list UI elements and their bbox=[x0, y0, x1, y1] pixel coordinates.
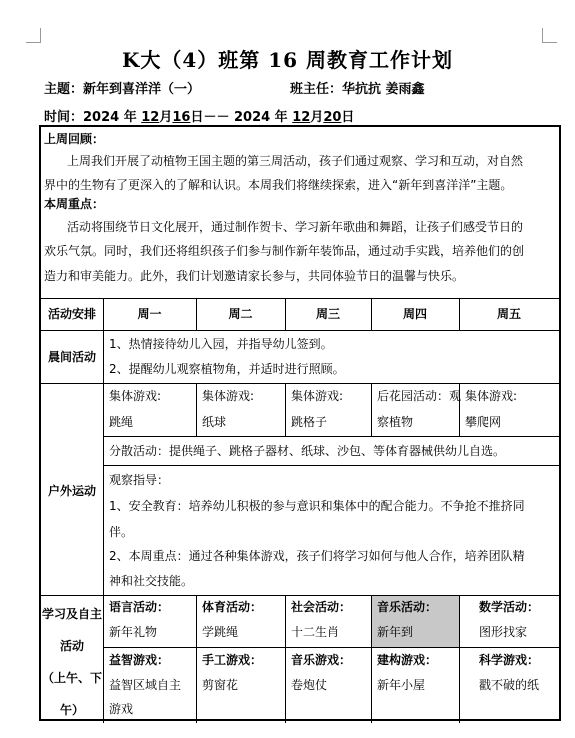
row-divider bbox=[41, 298, 559, 299]
activity-type: 音乐活动： bbox=[377, 600, 438, 614]
outdoor-game-name: 察植物 bbox=[377, 415, 414, 429]
col-divider bbox=[196, 383, 197, 436]
game-name: 戳不破的纸 bbox=[479, 678, 540, 692]
header-day: 周五 bbox=[496, 307, 521, 321]
guide-title: 观察指导： bbox=[109, 473, 170, 487]
activity-name: 学跳绳 bbox=[202, 625, 239, 639]
header-day: 周一 bbox=[137, 307, 162, 321]
activity-type: 数学活动： bbox=[479, 600, 540, 614]
plan-table bbox=[39, 125, 561, 721]
game-type: 益智游戏： bbox=[109, 653, 170, 667]
activity-type: 体育活动： bbox=[202, 600, 263, 614]
header-day: 周二 bbox=[228, 307, 253, 321]
game-type: 手工游戏： bbox=[202, 653, 263, 667]
time-year-1: 2024 年 bbox=[83, 110, 142, 125]
outdoor-game-type: 集体游戏: bbox=[291, 389, 344, 403]
focus-text-line: 活动将围绕节日文化展开，通过制作贺卡、学习新年歌曲和舞蹈，让孩子们感受节日的 bbox=[67, 220, 524, 234]
col-divider bbox=[285, 595, 286, 723]
morning-item: 2、提醒幼儿观察植物角，并适时进行照顾。 bbox=[109, 362, 345, 376]
game-name: 卷炮仗 bbox=[291, 678, 328, 692]
time-month-unit-1: 月 bbox=[159, 110, 173, 125]
outdoor-game-name: 跳格子 bbox=[291, 415, 328, 429]
time-day-2: 20 bbox=[323, 110, 342, 125]
theme-label: 主题： bbox=[44, 82, 84, 97]
theme-line bbox=[44, 78, 200, 97]
header-activity-label: 活动安排 bbox=[47, 307, 96, 321]
game-name: 剪窗花 bbox=[202, 678, 239, 692]
game-type: 音乐游戏： bbox=[291, 653, 352, 667]
activity-name: 新年礼物 bbox=[109, 625, 158, 639]
crop-mark-right bbox=[542, 28, 557, 43]
game-name: 益智区域自主 bbox=[109, 678, 182, 692]
activity-name: 十二生肖 bbox=[291, 625, 340, 639]
theme-value: 新年到喜洋洋（一） bbox=[83, 82, 201, 97]
teacher-label: 班主任： bbox=[290, 82, 343, 97]
activity-name: 新年到 bbox=[377, 625, 414, 639]
col-divider bbox=[196, 595, 197, 723]
game-type: 建构游戏： bbox=[377, 653, 438, 667]
game-type: 科学游戏： bbox=[479, 653, 540, 667]
morning-item: 1、热情接待幼儿入园，并指导幼儿签到。 bbox=[109, 337, 333, 351]
morning-label: 晨间活动 bbox=[47, 350, 96, 364]
col-divider bbox=[371, 383, 372, 436]
review-label: 上周回顾： bbox=[44, 132, 105, 146]
header-day: 周三 bbox=[315, 307, 340, 321]
scatter-activity: 分散活动：提供绳子、跳格子器材、纸球、沙包、等体育器械供幼儿自选。 bbox=[109, 444, 506, 458]
study-label: 活动 bbox=[59, 639, 84, 653]
row-divider bbox=[103, 436, 559, 437]
outdoor-game-type: 后花园活动：观 bbox=[377, 389, 462, 403]
col-divider bbox=[459, 595, 460, 723]
time-line bbox=[44, 106, 354, 125]
review-text-line: 界中的生物有了更深入的了解和认识。本周我们将继续探索，进入“新年到喜洋洋”主题。 bbox=[44, 178, 513, 192]
study-label: 午） bbox=[59, 703, 84, 717]
outdoor-game-name: 攀爬网 bbox=[465, 415, 502, 429]
review-text-line: 上周我们开展了动植物王国主题的第三周活动，孩子们通过观察、学习和互动，对自然 bbox=[67, 154, 524, 168]
col-divider bbox=[285, 383, 286, 436]
teacher-line bbox=[290, 78, 425, 97]
guide-text-line: 2、本周重点：通过各种集体游戏，孩子们将学习如何与他人合作，培养团队精 bbox=[109, 549, 525, 563]
guide-text-line: 伴。 bbox=[109, 525, 134, 539]
activity-type: 社会活动： bbox=[291, 600, 352, 614]
header-day: 周四 bbox=[402, 307, 427, 321]
focus-text-line: 欢乐气氛。同时，我们还将组织孩子们参与制作新年装饰品，通过动手实践，培养他们的创 bbox=[44, 244, 525, 258]
guide-text-line: 神和社交技能。 bbox=[109, 574, 194, 588]
outdoor-game-name: 跳绳 bbox=[109, 415, 134, 429]
document-title: K大（4）班第 16 周教育工作计划 bbox=[121, 48, 454, 72]
time-month-1: 12 bbox=[141, 110, 160, 125]
study-label: （上午、下 bbox=[41, 671, 102, 685]
col-divider bbox=[371, 595, 372, 723]
teacher-value: 华抗抗 姜雨鑫 bbox=[342, 82, 425, 97]
activity-type: 语言活动： bbox=[109, 600, 170, 614]
outdoor-game-type: 集体游戏: bbox=[465, 389, 518, 403]
outdoor-label: 户外运动 bbox=[47, 484, 96, 498]
row-divider bbox=[103, 465, 559, 466]
activity-name: 图形找家 bbox=[479, 625, 528, 639]
col-divider bbox=[103, 298, 104, 723]
time-day-1: 16 bbox=[172, 110, 191, 125]
time-month-2: 12 bbox=[292, 110, 311, 125]
time-separator: 日－－ 2024 年 bbox=[190, 110, 293, 125]
outdoor-game-name: 纸球 bbox=[202, 415, 227, 429]
focus-label: 本周重点： bbox=[44, 197, 105, 211]
time-end: 日 bbox=[341, 110, 355, 125]
time-label: 时间： bbox=[44, 110, 84, 125]
outdoor-game-type: 集体游戏: bbox=[202, 389, 255, 403]
focus-text-line: 造力和审美能力。此外，我们计划邀请家长参与，共同体验节日的温馨与快乐。 bbox=[44, 269, 465, 283]
study-label: 学习及自主 bbox=[41, 607, 102, 621]
outdoor-game-type: 集体游戏: bbox=[109, 389, 162, 403]
time-month-unit-2: 月 bbox=[310, 110, 324, 125]
crop-mark-left bbox=[26, 28, 41, 43]
game-name: 新年小屋 bbox=[377, 678, 426, 692]
game-name: 游戏 bbox=[109, 702, 134, 716]
guide-text-line: 1、安全教育：培养幼儿积极的参与意识和集体中的配合能力。不争抢不推挤同 bbox=[109, 499, 525, 513]
